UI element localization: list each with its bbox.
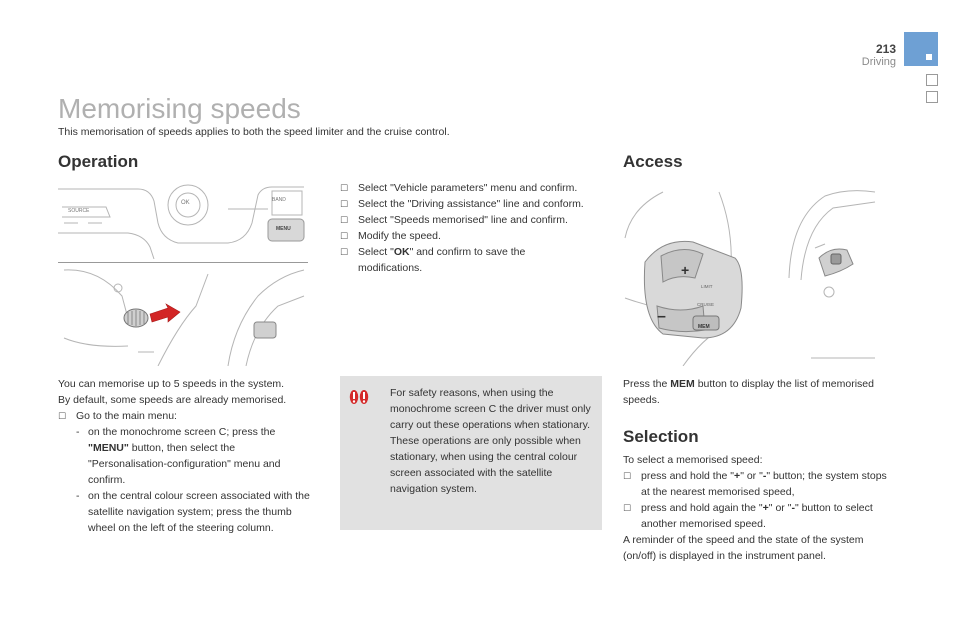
selection-intro: To select a memorised speed:	[623, 454, 763, 466]
square-bullet-icon: ☐	[340, 183, 349, 193]
mem-label: MEM	[698, 324, 710, 330]
menu-label: MENU	[276, 226, 291, 232]
plus-label: +	[681, 262, 690, 278]
minus-label: –	[657, 308, 666, 325]
selection-item-1: ☐ press and hold the "+" or "-" button; the system stops at the nearest memorised speed,	[623, 470, 887, 498]
square-bullet-icon: ☐	[340, 199, 349, 209]
operation-para-1: You can memorise up to 5 speeds in the system.	[58, 378, 285, 390]
access-text: Press the MEM button to display the list of memorised speeds.	[623, 378, 874, 406]
step-item: ☐ Select "Speeds memorised" line and confirm.	[340, 214, 568, 226]
warning-text: For safety reasons, when using the monochrome screen C the driver must only carry out these operations when stationary. These operations are only possible when stationary, when using the central colour screen associated with the satellite navigation system.	[390, 387, 591, 495]
square-bullet-icon: ☐	[340, 231, 349, 241]
warning-icon	[348, 388, 370, 410]
step-main-menu: ☐ Go to the main menu:	[58, 410, 177, 422]
step-item: ☐ Select "Vehicle parameters" menu and confirm.	[340, 182, 578, 194]
cruise-label: CRUISE	[697, 302, 715, 307]
dashboard-illustration	[58, 183, 308, 259]
operation-heading: Operation	[58, 152, 139, 171]
intro-text: This memorisation of speeds applies to both the speed limiter and the cruise control.	[58, 126, 450, 138]
steering-wheel-overview-illustration	[785, 188, 877, 366]
page-number: 213	[875, 42, 896, 56]
selection-text	[623, 452, 887, 564]
operation-steps	[340, 180, 585, 276]
step-item: ☐ Modify the speed.	[340, 230, 441, 242]
step-item: ☐ Select the "Driving assistance" line and conform.	[340, 198, 584, 210]
active-tab-marker[interactable]	[904, 32, 938, 66]
page-title: Memorising speeds	[58, 93, 301, 124]
access-heading: Access	[623, 152, 683, 171]
square-bullet-icon: ☐	[623, 471, 632, 481]
step-item: ☐ Select "OK" and confirm to save the modifications.	[340, 246, 526, 274]
band-label: BAND	[272, 197, 286, 203]
selection-reminder: A reminder of the speed and the state of the system (on/off) is displayed in the instrument panel.	[623, 534, 864, 562]
section-name: Driving	[861, 56, 896, 68]
selection-heading: Selection	[623, 427, 699, 446]
operation-text	[58, 376, 316, 536]
arrow-icon	[150, 304, 180, 322]
square-bullet-icon: ☐	[623, 503, 632, 513]
tab-marker[interactable]	[926, 91, 938, 103]
sub-step-monochrome: - on the monochrome screen C; press the "MENU" button, then select the "Personalisation-configuration" menu and confirm.	[76, 426, 281, 486]
square-bullet-icon: ☐	[340, 215, 349, 225]
limit-label: LIMIT	[701, 284, 713, 289]
sub-step-colour-screen: - on the central colour screen associated with the satellite navigation system; press the thumb wheel on the left of the steering column.	[76, 490, 310, 534]
image-divider	[58, 262, 308, 263]
steering-column-illustration	[58, 266, 308, 366]
selection-item-2: ☐ press and hold again the "+" or "-" button to select another memorised speed.	[623, 502, 873, 530]
square-bullet-icon: ☐	[58, 411, 67, 421]
ok-label: OK	[181, 200, 190, 206]
square-bullet-icon: ☐	[340, 247, 349, 257]
tab-marker[interactable]	[926, 74, 938, 86]
source-label: SOURCE	[68, 208, 90, 214]
operation-para-2: By default, some speeds are already memorised.	[58, 394, 287, 406]
steering-wheel-controls-illustration	[623, 188, 773, 366]
